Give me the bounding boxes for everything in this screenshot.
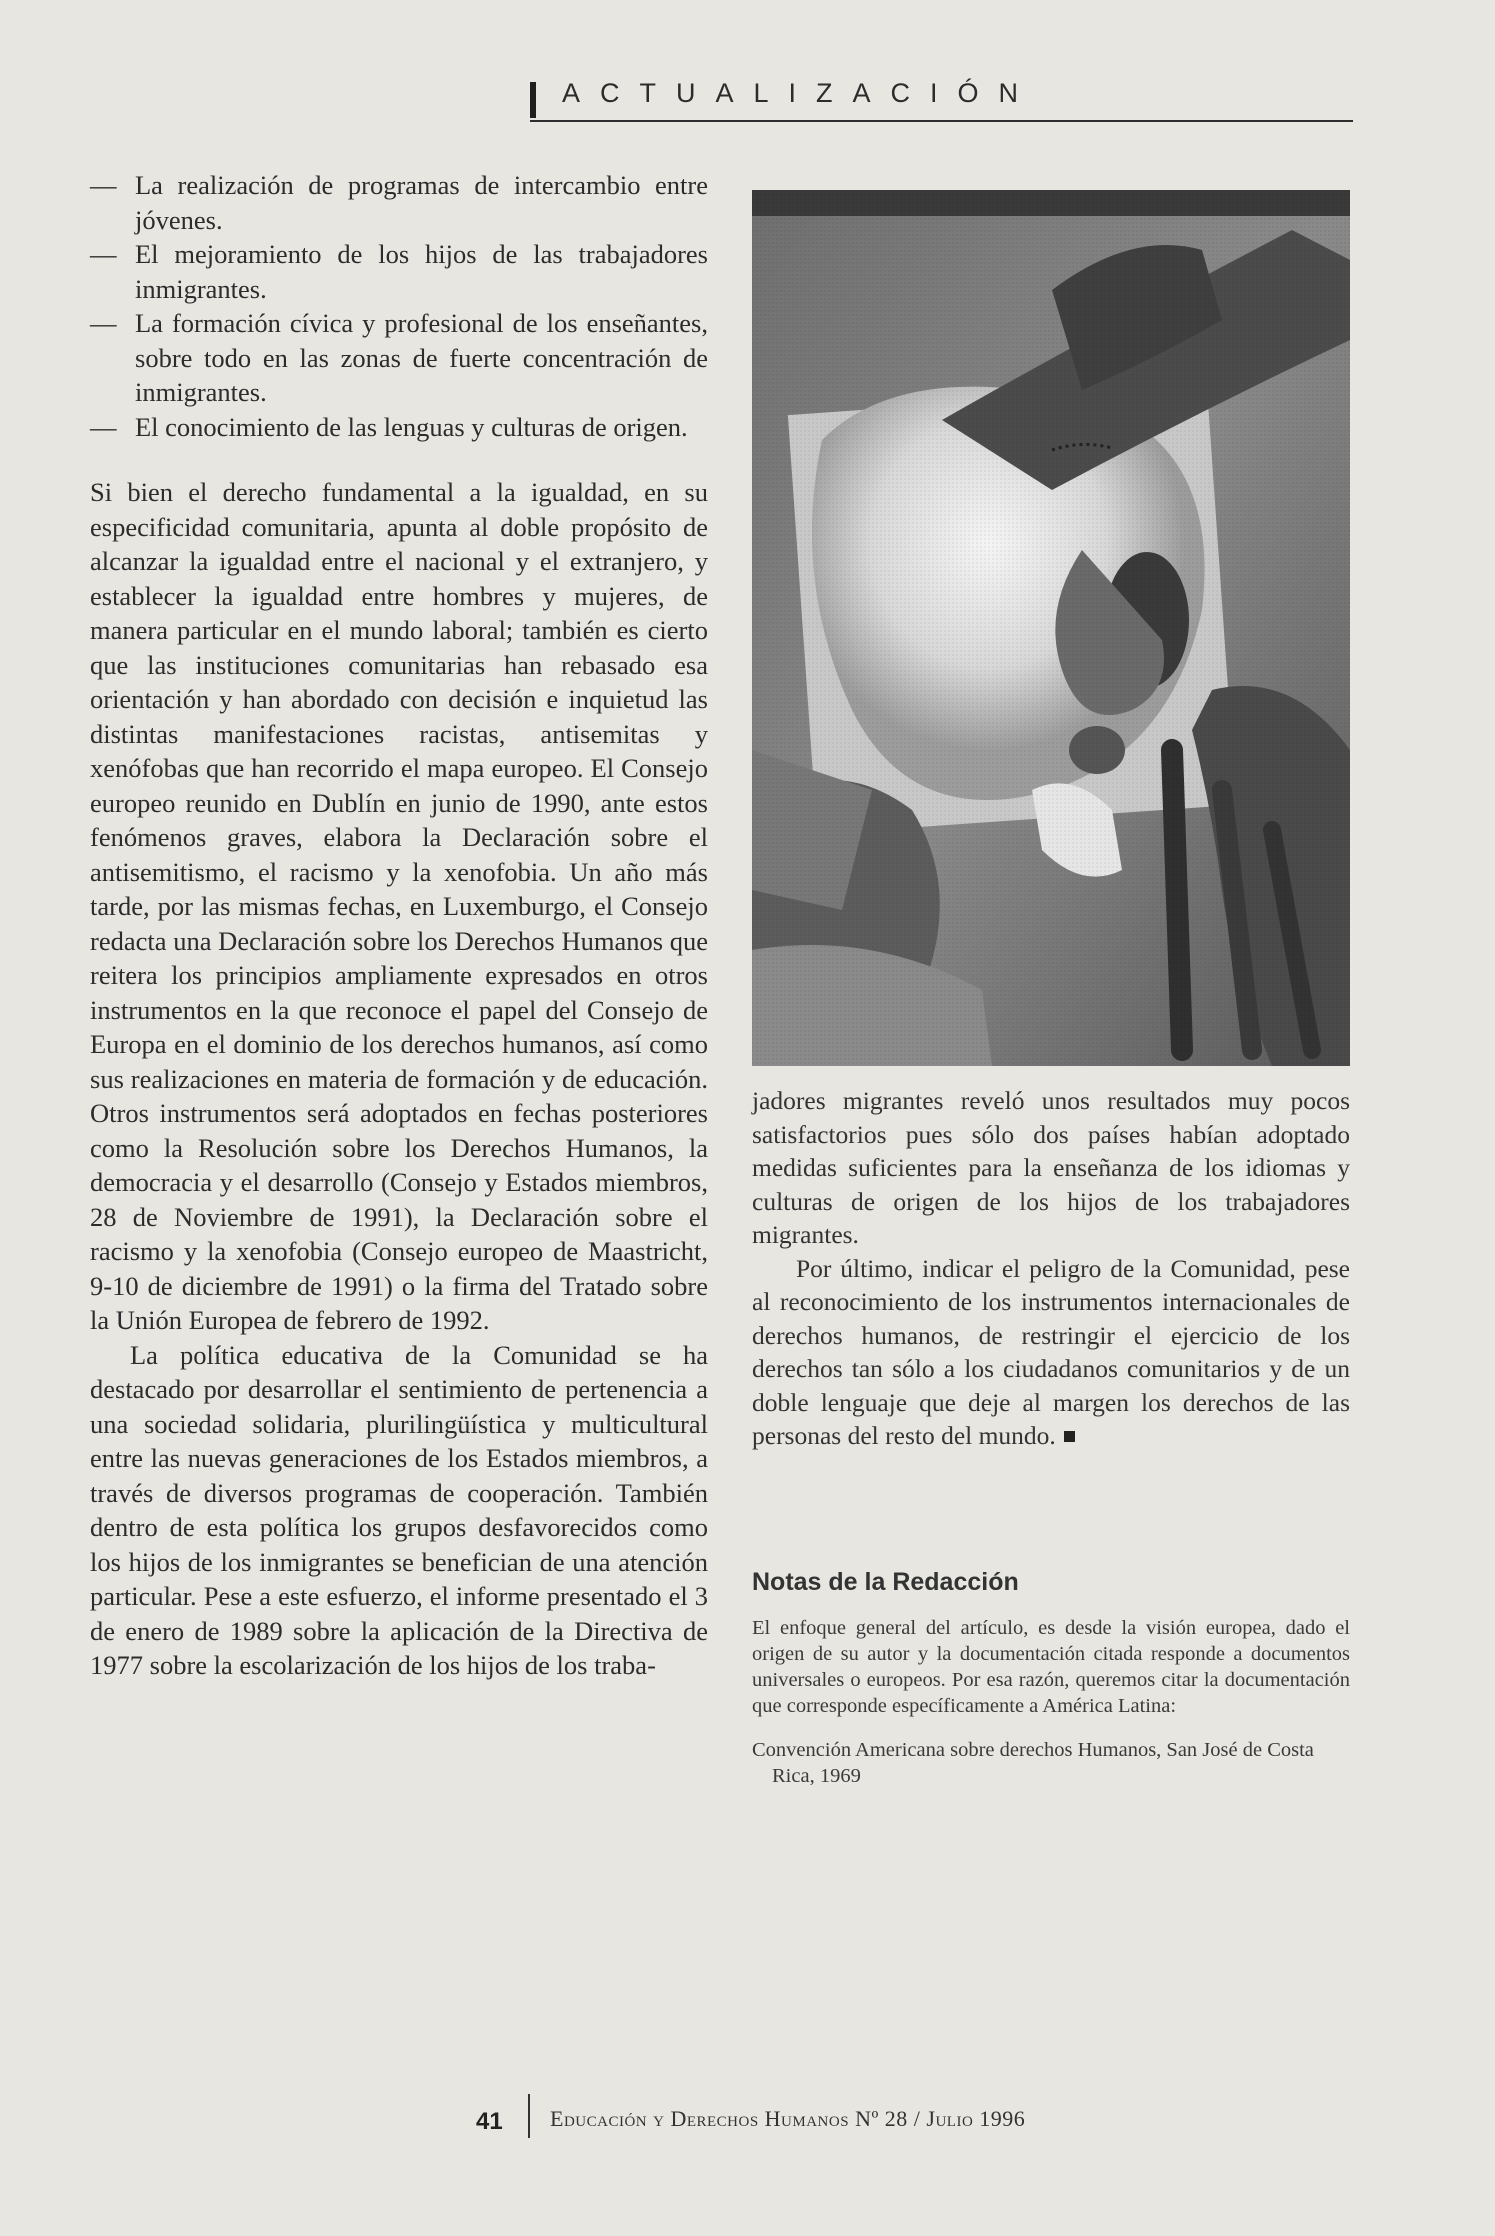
right-column: [752, 1084, 1350, 1453]
journal-citation: Educación y Derechos Humanos Nº 28 / Julio 1996: [550, 2106, 1026, 2131]
bullet-item: [90, 168, 708, 237]
header-bar: [530, 82, 536, 118]
end-of-article-mark: [1064, 1431, 1075, 1442]
bullet-text: El mejoramiento de los hijos de las trabajadores inmigrantes.: [135, 239, 708, 304]
bullet-text: El conocimiento de las lenguas y culturas de origen.: [135, 411, 688, 442]
page-footer: [476, 2094, 1176, 2138]
bullet-dash: —: [90, 170, 117, 200]
bullet-item: [90, 410, 708, 445]
notes-body: El enfoque general del artículo, es desde la visión europea, dado el origen de su autor y la documentación citada responde a documentos universales o europeos. Por esa razón, queremos citar la documentación que corresponde específicamente a América Latina:: [752, 1617, 1350, 1717]
footer-divider: [528, 2094, 530, 2138]
body-paragraph: Si bien el derecho fundamental a la igualdad, en su especificidad comunitaria, apunta al doble propósito de alcanzar la igualdad entre el nacional y el extranjero, y establecer la igualdad entre hombres y mujeres, de manera particular en el mundo laboral; también es cierto que las instituciones comunitarias han rebasado esa orientación y han abordado con decisión e inquietud las distintas manifestaciones racistas, antisemitas y xenófobas que han recorrido el mapa europeo. El Consejo europeo reunido en Dublín en junio de 1990, ante estos fenómenos graves, elabora la Declaración sobre el antisemitismo, el racismo y la xenofobia. Un año más tarde, por las mismas fechas, en Luxemburgo, el Consejo redacta una Declaración sobre los Derechos Humanos que reitera los principios ampliamente expresados en otros instrumentos en la que reconoce el papel del Consejo de Europa en el dominio de los derechos humanos, así como sus realizaciones en materia de formación y de educación. Otros instrumentos será adoptados en fechas posteriores como la Resolución sobre los Derechos Humanos, la democracia y el desarrollo (Consejo y Estados miembros, 28 de Noviembre de 1991), la Declaración sobre el racismo y la xenofobia (Consejo europeo de Maastricht, 9-10 de diciembre de 1991) o la firma del Tratado sobre la Unión Europea de febrero de 1992.: [90, 477, 708, 1335]
bullet-item: [90, 306, 708, 410]
photo-hands-illustration: [752, 190, 1350, 1066]
left-column: [90, 168, 708, 1683]
bullet-list: [90, 168, 708, 444]
notes-title: Notas de la Redacción: [752, 1568, 1019, 1596]
body-paragraph: [752, 1252, 1350, 1453]
notes-reference: Convención Americana sobre derechos Humanos, San José de Costa Rica, 1969: [752, 1739, 1314, 1787]
bullet-dash: —: [90, 308, 117, 338]
section-label: ACTUALIZACIÓN: [562, 78, 1039, 108]
bullet-text: La realización de programas de intercambio entre jóvenes.: [135, 170, 708, 235]
article-photo: [752, 190, 1350, 1066]
closing-text: Por último, indicar el peligro de la Comunidad, pese al reconocimiento de los instrumentos internacionales de derechos humanos, de restringir el ejercicio de los derechos tan sólo a los ciudadanos comunitarios y de un doble lenguaje que deje al margen los derechos de las personas del resto del mundo.: [752, 1253, 1350, 1450]
body-paragraph: La política educativa de la Comunidad se ha destacado por desarrollar el sentimiento de pertenencia a una sociedad solidaria, plurilingüística y multicultural entre las nuevas generaciones de los Estados miembros, a través de diversos programas de cooperación. También dentro de esta política los grupos desfavorecidos como los hijos de los inmigrantes se benefician de una atención particular. Pese a este esfuerzo, el informe presentado el 3 de enero de 1989 sobre la aplicación de la Directiva de 1977 sobre la escolarización de los hijos de los traba-: [90, 1339, 708, 1680]
bullet-item: [90, 237, 708, 306]
bullet-text: La formación cívica y profesional de los enseñantes, sobre todo en las zonas de fuerte concentración de inmigrantes.: [135, 308, 708, 407]
page-number: 41: [476, 2108, 503, 2135]
section-header: [530, 76, 1353, 122]
body-paragraph: jadores migrantes reveló unos resultados muy pocos satisfactorios pues sólo dos países habían adoptado medidas suficientes para la enseñanza de los idiomas y culturas de origen de los hijos de los trabajadores migrantes.: [752, 1086, 1350, 1249]
editorial-notes: [752, 1568, 1350, 1789]
bullet-dash: —: [90, 239, 117, 269]
bullet-dash: —: [90, 411, 117, 442]
